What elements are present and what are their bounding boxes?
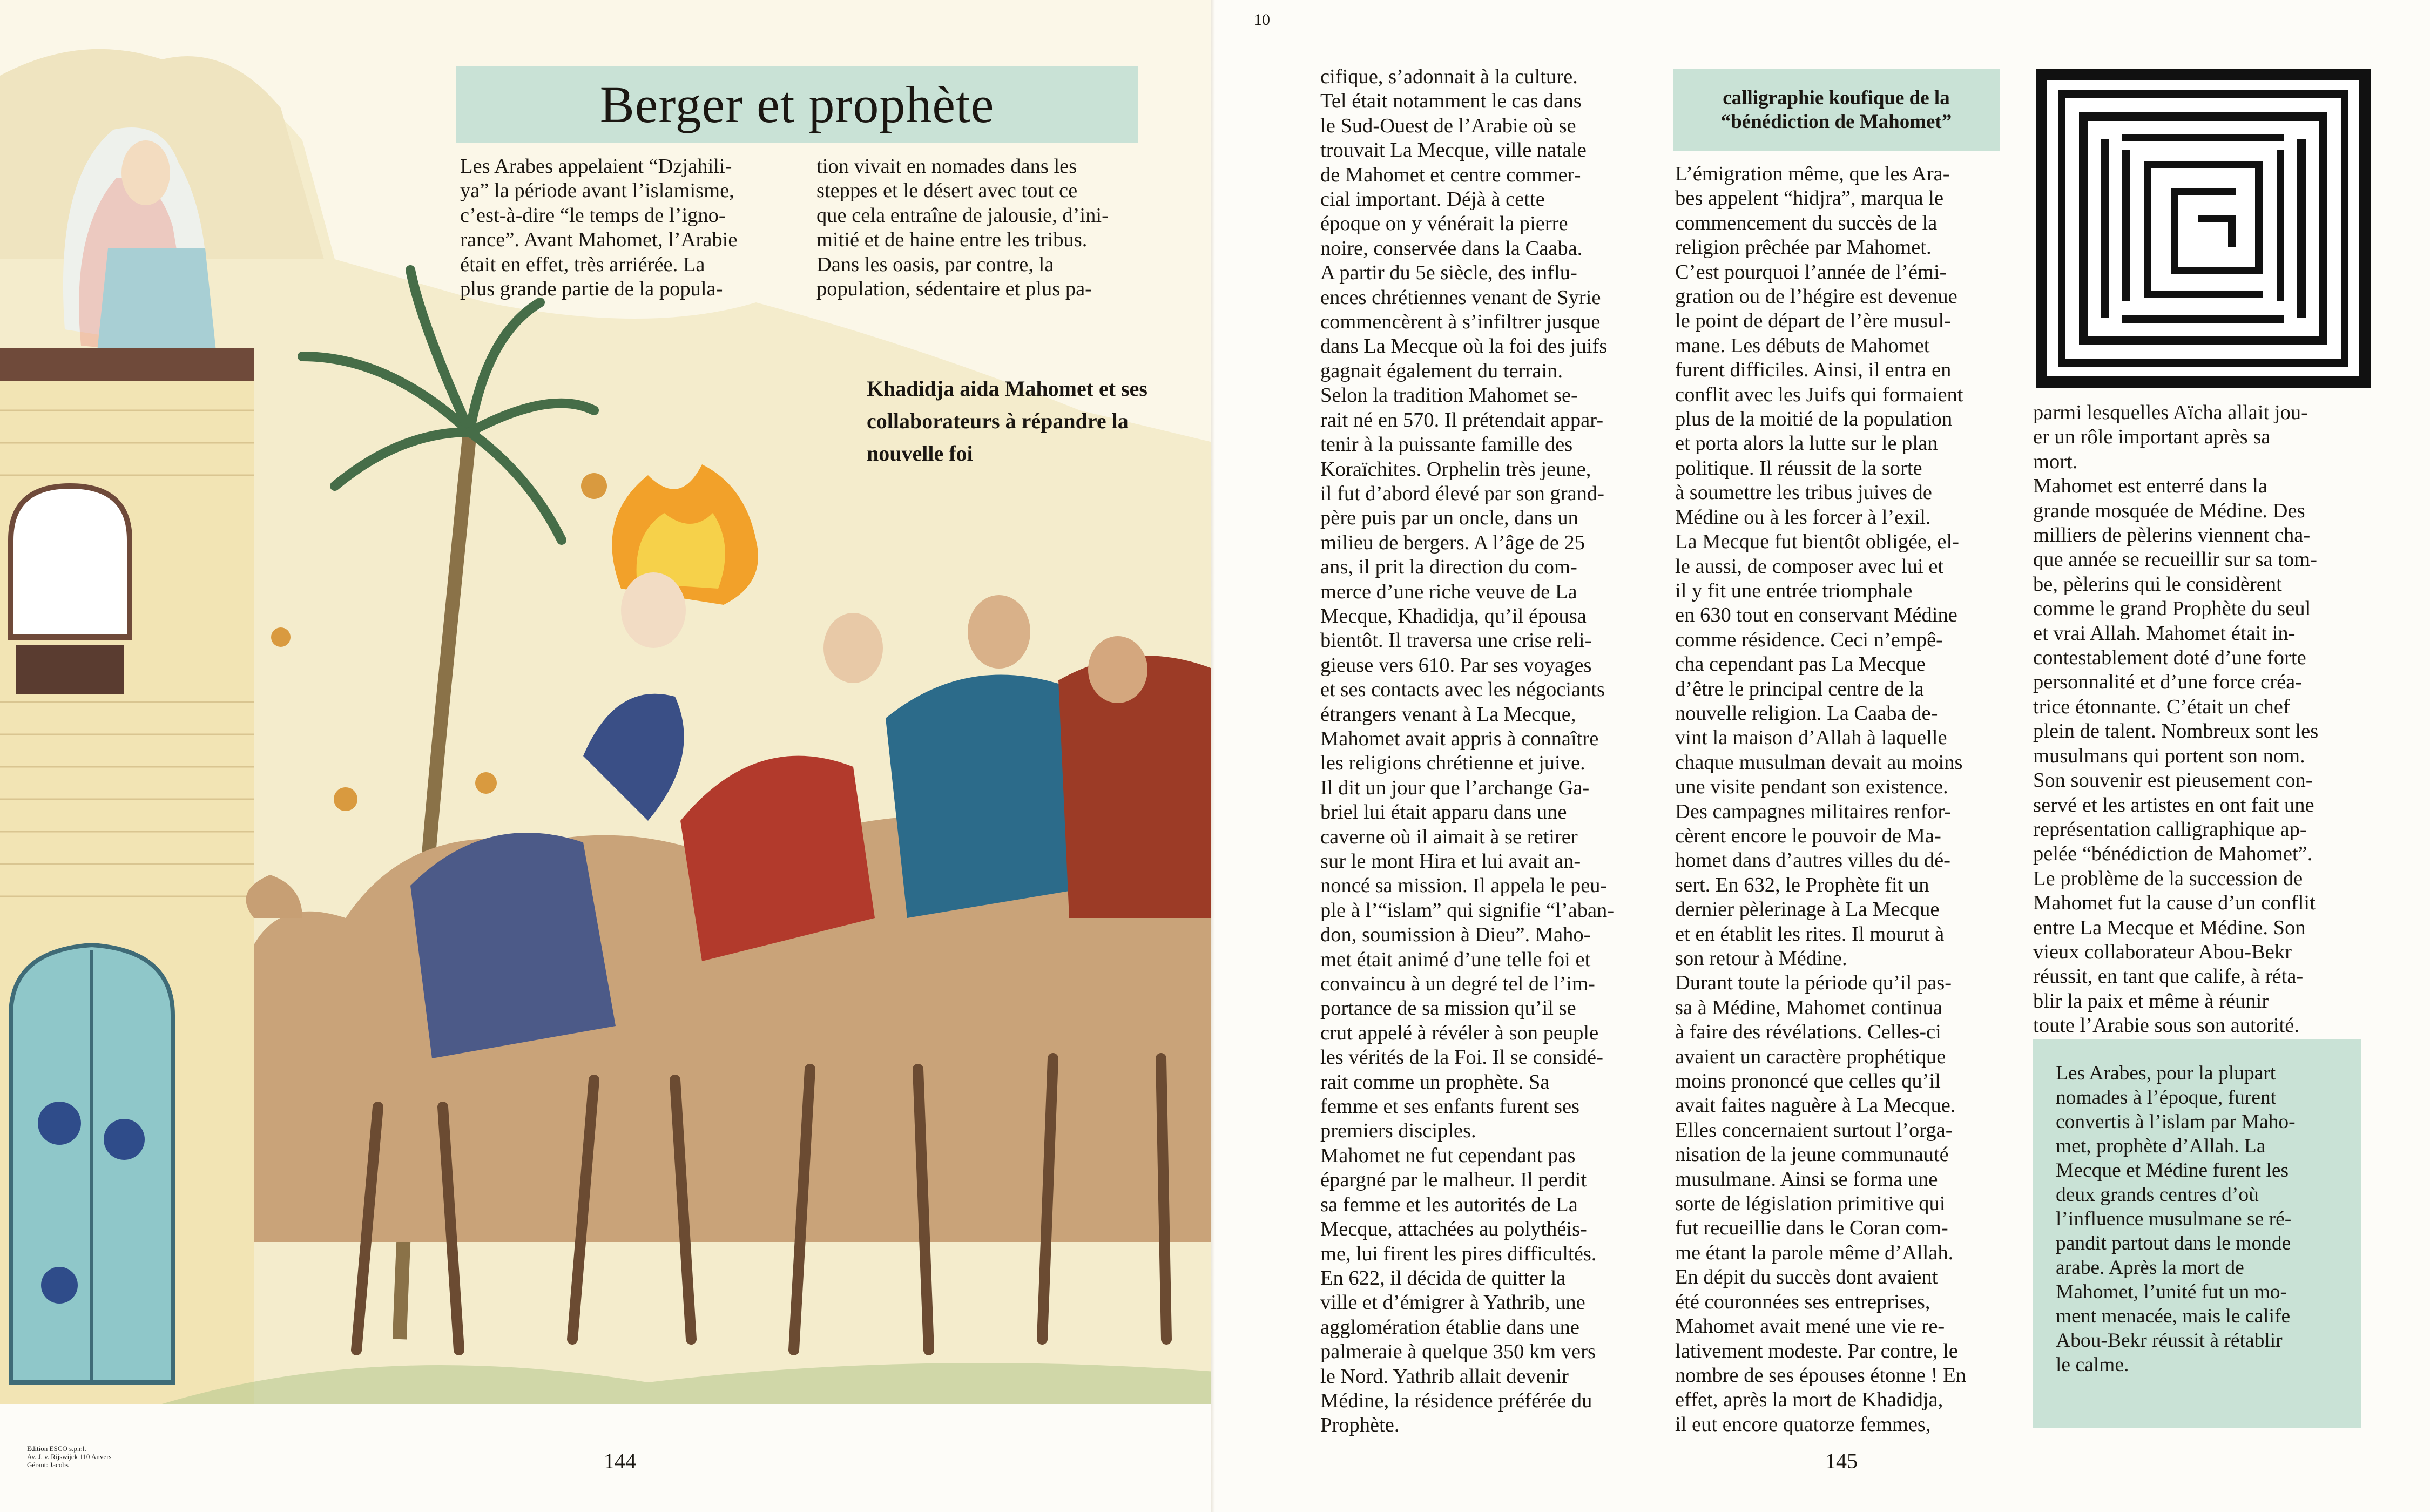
intro-column-2: tion vivait en nomades dans les steppes et le désert avec tout ce que cela entraîne de jalousie, d’ini- mitié et de haine entre les tribus. Dans les oasis, par contre, la population, sédentaire et plus pa- (816, 155, 1109, 301)
imprint-line: Av. J. v. Rijswijck 110 Anvers (27, 1453, 112, 1461)
imprint (27, 1444, 189, 1469)
body-column-3: parmi lesquelles Aïcha allait jou- er un rôle important après sa mort. Mahomet est enterré dans la grande mosquée de Médine. Des milliers de pèlerins viennent cha- que année se recueillir sur sa tom- be, pèlerins qui le considèrent comme le grand Prophète du seul et vrai Allah. Mahomet était in- contestablement doté d’une forte personnalité et d’une force créa- trice étonnante. C’était un chef plein de talent. Nombreux sont les musulmans qui portent son nom. Son souvenir est pieusement con- servé et les artistes en ont fait une représentation calligraphique ap- pelée “bénédiction de Mahomet”. Le problème de la succession de Mahomet fut la cause d’un conflit entre La Mecque et Médine. Son vieux collaborateur Abou-Bekr réussit, en tant que calife, à réta- blir la paix et même à réunir toute l’Arabie sous son autorité. (2033, 401, 2319, 1037)
imprint-line: Edition ESCO s.p.r.l. (27, 1444, 86, 1453)
page-title: Berger et prophète (599, 75, 995, 133)
page-number-left: 144 (604, 1449, 636, 1473)
body-column-1: cifique, s’adonnait à la culture. Tel était notamment le cas dans le Sud-Ouest de l’Arabie où se trouvait La Mecque, ville natale de Mahomet et centre commer- cial important. Déjà à cette époque on y vénérait la pierre noire, conservée dans la Caaba. A partir du 5e siècle, des influ- ences chrétiennes venant de Syrie commencèrent à s’infiltrer jusque dans La Mecque où la foi des juifs gagnait également du terrain. Selon la tradition Mahomet se- rait né en 570. Il prétendait appar- tenir à la puissante famille des Koraïchites. Orphelin très jeune, il fut d’abord élevé par son grand- père puis par un oncle, dans un milieu de bergers. A l’âge de 25 ans, il prit la direction du com- merce d’une riche veuve de La Mecque, Khadidja, qu’il épousa bientôt. Il traversa une crise reli- gieuse vers 610. Par ses voyages et ses contacts avec les négociants étrangers venant à La Mecque, Mahomet avait appris à connaître les religions chrétienne et juive. Il dit un jour que l’archange Ga- briel lui était apparu dans une caverne où il aimait à se retirer sur le mont Hira et lui avait an- noncé sa mission. Il appela le peu- ple à l’“islam” qui signifie “l’aban- don, soumission à Dieu”. Maho- met était animé d’une telle foi et convaincu à un degré tel de l’im- portance de sa mission qu’il se crut appelé à révéler à son peuple les vérités de la Foi. Il se considé- rait comme un prophète. Sa femme et ses enfants furent ses premiers disciples. Mahomet ne fut cependant pas épargné par le malheur. Il perdit sa femme et les autorités de La Mecque, attachées au polythéis- me, lui firent les pires difficultés. En 622, il décida de quitter la ville et d’émigrer à Yathrib, une agglomération établie dans une palmeraie à quelque 350 km vers le Nord. Yathrib allait devenir Médine, la résidence préférée du Prophète. (1320, 65, 1615, 1437)
right-page (1215, 0, 2430, 1512)
sheet-number: 10 (1254, 11, 1270, 29)
calligraphy-caption: calligraphie koufique de la “bénédiction de Mahomet” (1673, 69, 2000, 151)
turquoise-door-icon (11, 945, 173, 1382)
body-column-2: L’émigration même, que les Ara- bes appelent “hidjra”, marqua le commencement du succès de la religion prêchée par Mahomet. C’est pourquoi l’année de l’émi- gration ou de l’hégire est devenue le point de départ de l’ère musul- mane. Les débuts de Mahomet furent difficiles. Ainsi, il entra en conflit avec les Juifs qui formaient plus de la moitié de la population et porta alors la lutte sur le plan politique. Il réussit de la sorte à soumettre les tribus juives de Médine ou à les forcer à l’exil. La Mecque fut bientôt obligée, el- le aussi, de composer avec lui et il y fit une entrée triomphale en 630 tout en conservant Médine comme résidence. Ceci n’empê- cha cependant pas La Mecque d’être le principal centre de la nouvelle religion. La Caaba de- vint la maison d’Allah à laquelle chaque musulman devait au moins une visite pendant son existence. Des campagnes militaires renfor- cèrent encore le pouvoir de Ma- homet dans d’autres villes du dé- sert. En 632, le Prophète fit un dernier pèlerinage à La Mecque et en établit les rites. Il mourut à son retour à Médine. Durant toute la période qu’il pas- sa à Médine, Mahomet continua à faire des révélations. Celles-ci avaient un caractère prophétique moins prononcé que celles qu’il avait faites naguère à La Mecque. Elles concernaient surtout l’orga- nisation de la jeune communauté musulmane. Ainsi se forma une sorte de législation primitive qui fut recueillie dans le Coran com- me étant la parole même d’Allah. En dépit du succès dont avaient été couronnées ses entreprises, Mahomet avait mené une vie re- lativement modeste. Par contre, le nombre de ses épouses étonne ! En effet, après la mort de Khadidja, il eut encore quatorze femmes, (1675, 163, 1966, 1436)
title-band (456, 66, 1138, 143)
intro-column-1: Les Arabes appelaient “Dzjahili- ya” la période avant l’islamisme, c’est-à-dire “le temps de l’igno- rance”. Avant Mahomet, l’Arabie était en effet, très arriérée. La plus grande partie de la popula- (460, 155, 738, 301)
imprint-line: Gérant: Jacobs (27, 1461, 69, 1469)
illustration-caption: Khadidja aida Mahomet et ses collaborateurs à répandre la nouvelle foi (867, 376, 1148, 465)
summary-box: Les Arabes, pour la plupart nomades à l’époque, furent convertis à l’islam par Maho- met, prophète d’Allah. La Mecque et Médine furent les deux grands centres d’où l’influence musulmane se ré- pandit partout dans le monde arabe. Après la mort de Mahomet, l’unité fut un mo- ment menacée, mais le calife Abou-Bekr réussit à rétablir le calme. (2033, 1040, 2361, 1428)
kufic-square-icon (2036, 69, 2371, 388)
page-number-right: 145 (1825, 1449, 1858, 1473)
